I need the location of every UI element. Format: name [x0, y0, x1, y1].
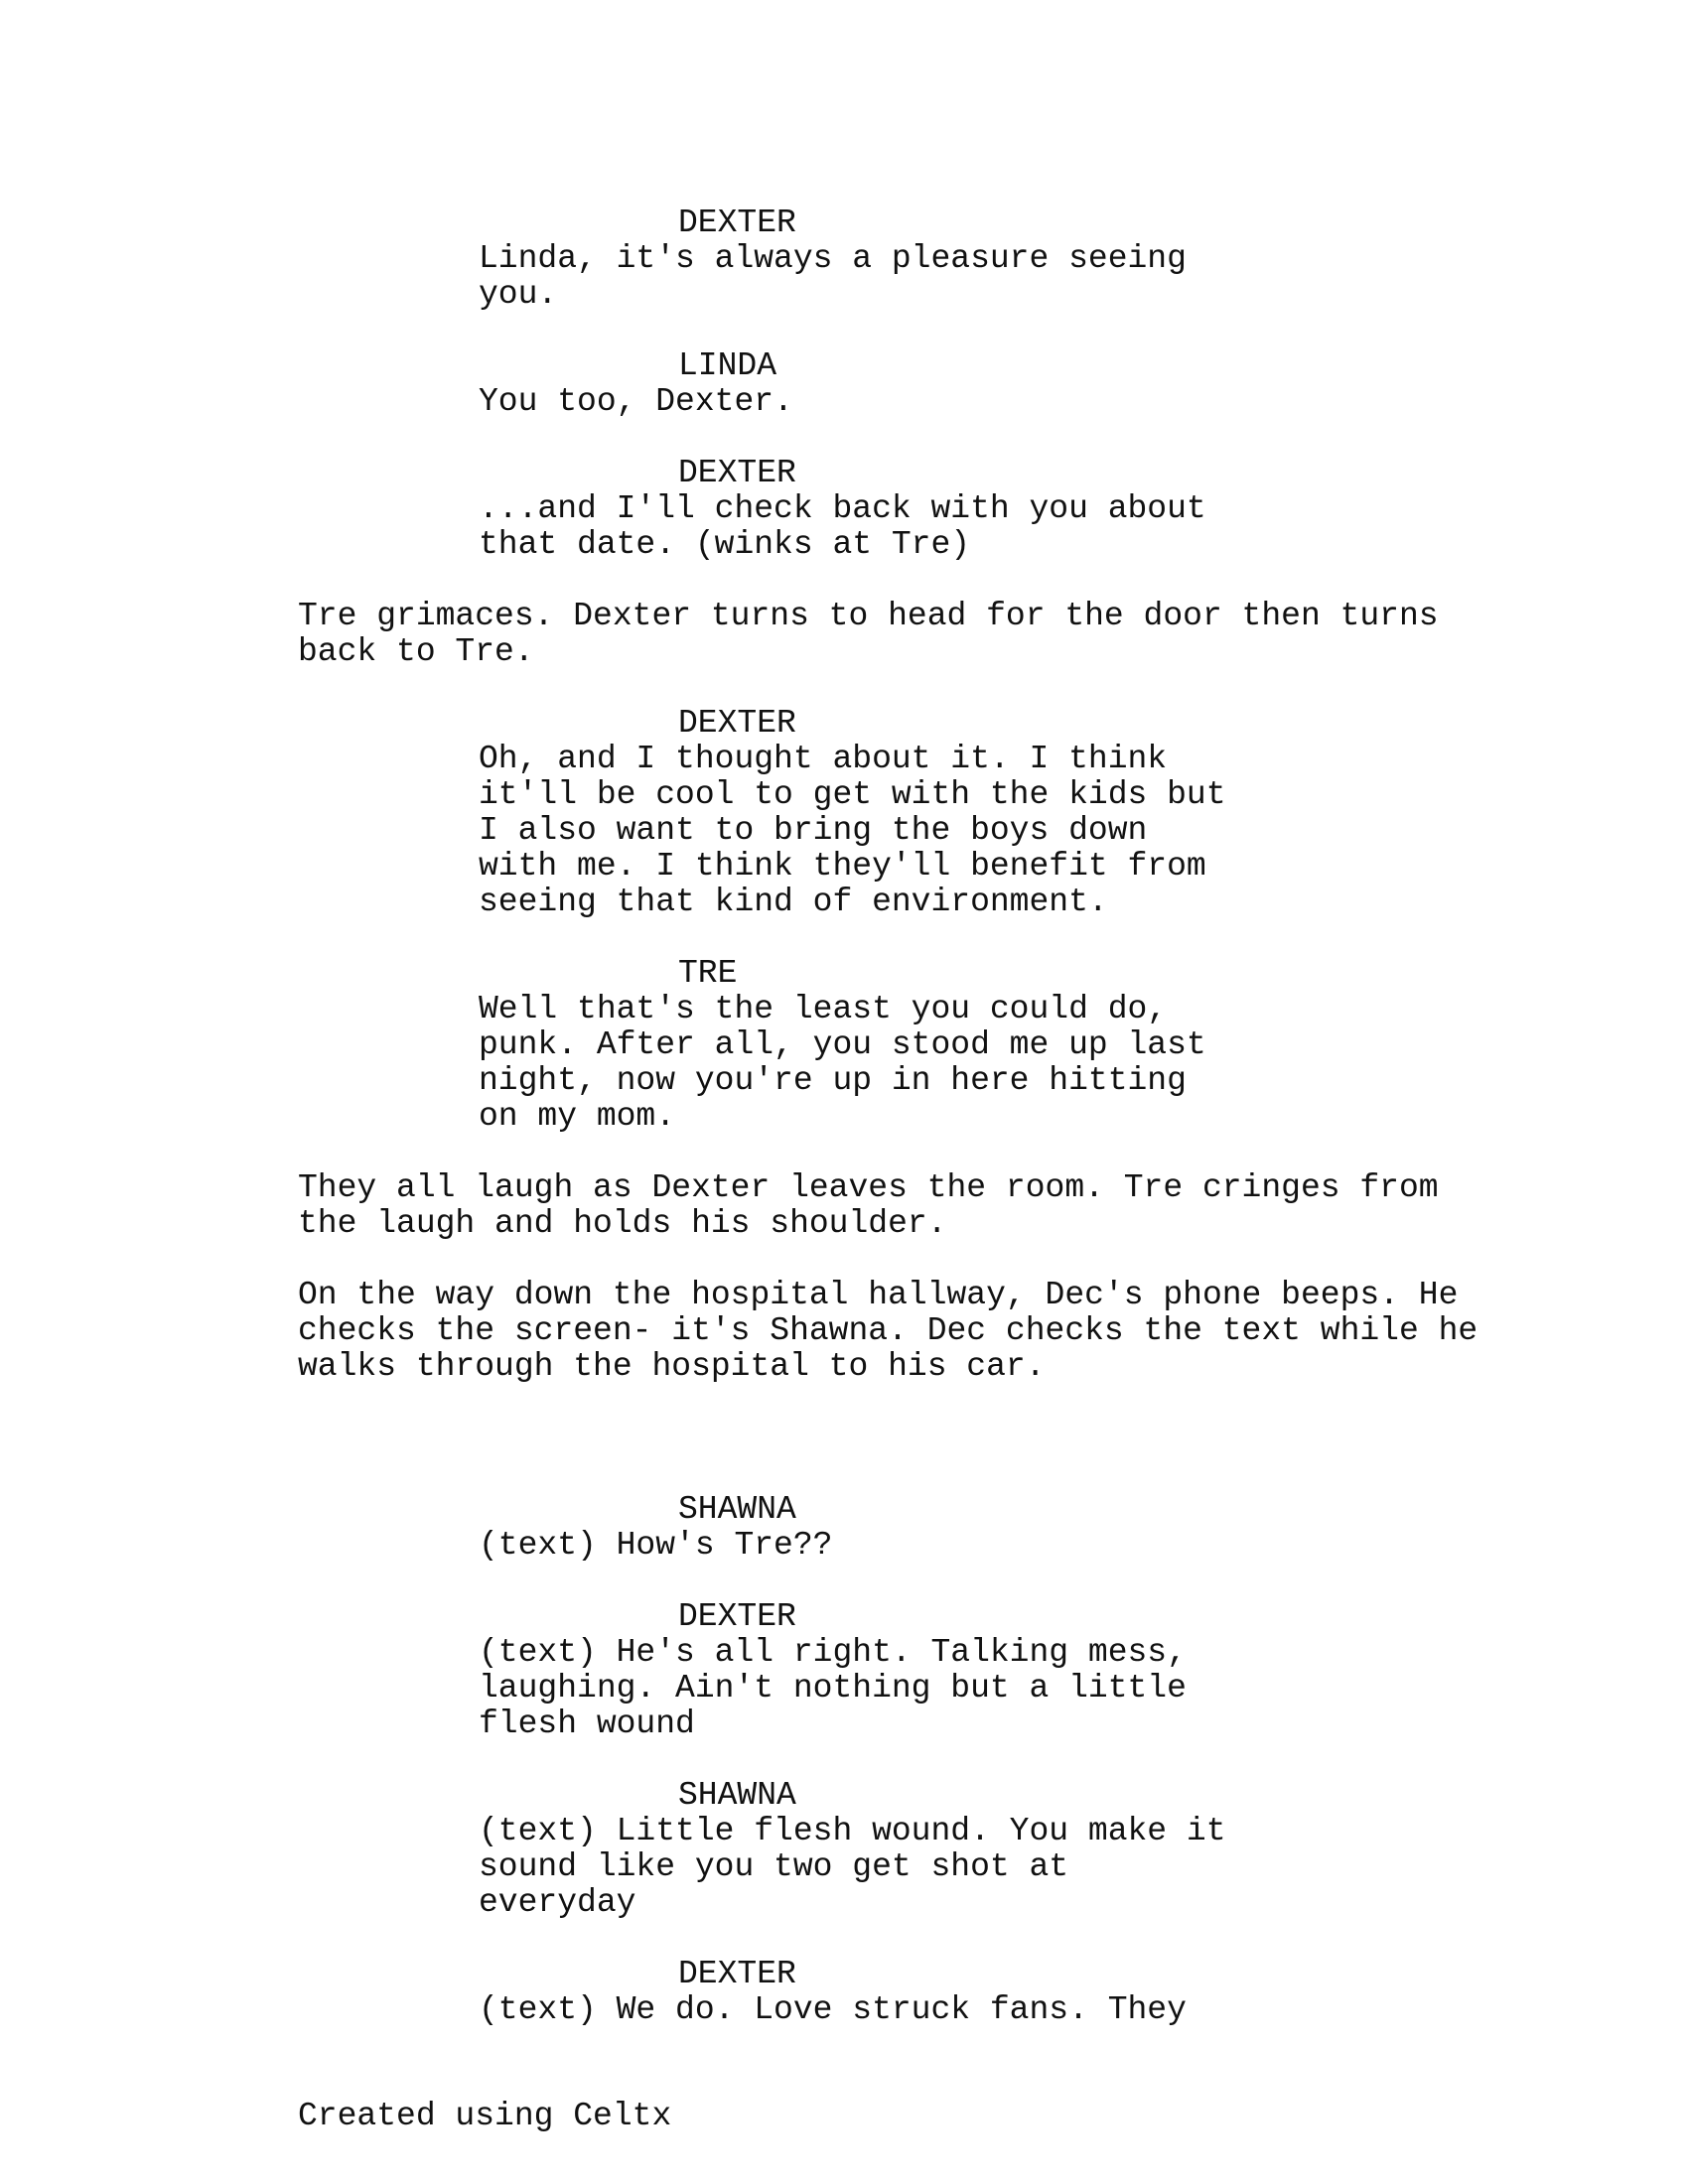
dialogue-line: Well that's the least you could do,	[479, 991, 1168, 1027]
dialogue-line: (text) He's all right. Talking mess,	[479, 1634, 1187, 1671]
dialogue-line: sound like you two get shot at	[479, 1848, 1069, 1885]
dialogue-line: laughing. Ain't nothing but a little	[479, 1670, 1187, 1706]
dialogue-line: you.	[479, 276, 558, 313]
dialogue-line: on my mom.	[479, 1098, 676, 1135]
action-line: checks the screen- it's Shawna. Dec checks the text while he	[298, 1312, 1478, 1349]
action-line: They all laugh as Dexter leaves the room. Tre cringes from	[298, 1169, 1439, 1206]
character-cue-dexter: DEXTER	[678, 705, 796, 742]
character-cue-tre: TRE	[678, 955, 738, 992]
dialogue-line: Oh, and I thought about it. I think	[479, 741, 1168, 777]
dialogue-line: (text) We do. Love struck fans. They	[479, 1991, 1187, 2028]
page-footer: Created using Celtx	[298, 2098, 672, 2134]
dialogue-line: You too, Dexter.	[479, 383, 793, 420]
character-cue-dexter: DEXTER	[678, 205, 796, 241]
action-line: On the way down the hospital hallway, Dec's phone beeps. He	[298, 1277, 1459, 1313]
dialogue-line: everyday	[479, 1884, 636, 1921]
character-cue-shawna: SHAWNA	[678, 1777, 796, 1814]
dialogue-line: it'll be cool to get with the kids but	[479, 776, 1226, 813]
dialogue-line: night, now you're up in here hitting	[479, 1062, 1187, 1099]
character-cue-shawna: SHAWNA	[678, 1491, 796, 1528]
dialogue-line: punk. After all, you stood me up last	[479, 1026, 1206, 1063]
action-line: back to Tre.	[298, 633, 534, 670]
dialogue-line: Linda, it's always a pleasure seeing	[479, 240, 1187, 277]
character-cue-dexter: DEXTER	[678, 1598, 796, 1635]
dialogue-line: seeing that kind of environment.	[479, 884, 1108, 920]
dialogue-line: (text) Little flesh wound. You make it	[479, 1813, 1226, 1849]
character-cue-dexter: DEXTER	[678, 455, 796, 491]
dialogue-line: that date. (winks at Tre)	[479, 526, 971, 563]
dialogue-line: flesh wound	[479, 1706, 695, 1742]
character-cue-linda: LINDA	[678, 347, 777, 384]
character-cue-dexter: DEXTER	[678, 1956, 796, 1992]
dialogue-line: I also want to bring the boys down	[479, 812, 1148, 849]
action-line: Tre grimaces. Dexter turns to head for the door then turns	[298, 598, 1439, 634]
action-line: walks through the hospital to his car.	[298, 1348, 1046, 1385]
dialogue-line: with me. I think they'll benefit from	[479, 848, 1206, 885]
action-line: the laugh and holds his shoulder.	[298, 1205, 947, 1242]
dialogue-line: (text) How's Tre??	[479, 1527, 833, 1564]
dialogue-line: ...and I'll check back with you about	[479, 490, 1206, 527]
